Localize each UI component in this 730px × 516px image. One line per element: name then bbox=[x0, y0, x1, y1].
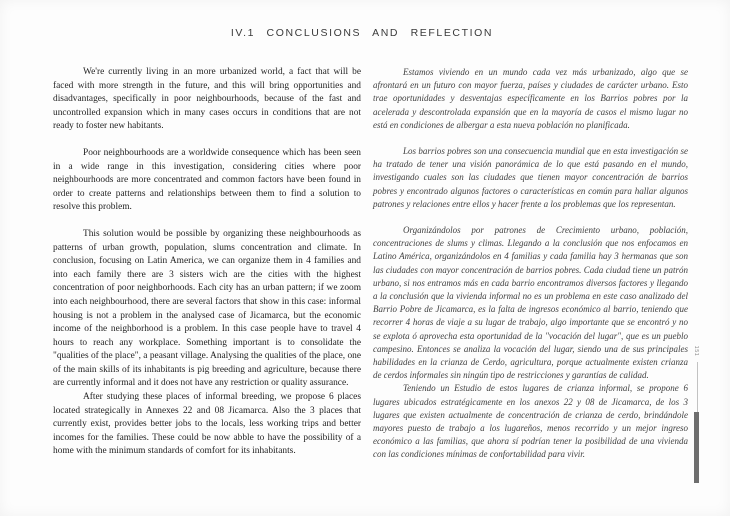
left-column-english bbox=[53, 66, 361, 459]
page-title: IV.1 CONCLUSIONS AND REFLECTION bbox=[230, 27, 494, 39]
paragraph-es-4: Teniendo un Estudio de estos lugares de crianza informal, se propone 6 lugares ubicados estratégicamente en los anexos 22 y 08 de Jicamarca, de los 3 lugares que existen actualmente de concentración de crianza de cerdo, brindándole mayores puesto de trabajo a los lugareños, menos recorrido y un mejor ingreso económico a las familias, que ahora sí podrían tener la posibilidad de una vivienda con las condiciones mínimas de confortabilidad para vivir. bbox=[373, 383, 688, 460]
chapter-marker-bar bbox=[694, 412, 699, 483]
paragraph-en-1: We're currently living in an more urbanized world, a fact that will be faced with more strength in the future, and this will bring opportunities and disadvantages, specifically in poor neighbourhoods, because of the fast and uncontrolled expansion which in many cases occurs in conditions that are not ready to foster new habitants. bbox=[53, 67, 361, 132]
paragraph-en-3: This solution would be possible by organizing these neighbourhoods as patterns of urban growth, population, slums concentration and climate. In conclusion, focusing on Latin America, we can organize them in 4 families and into each family there are 3 sisters wich are the cities with the highest concentration of poor neighborhoods. Each city has an urban pattern; if we zoom into each neighbourhood, there are several factors that show in this case: informal housing is not a problem in the analysed case of Jicamarca, but the economic income of the neighborhood is a problem. In this case people have to travel 4 hours to reach any workplace. Something important is to consolidate the "qualities of the place", a peasant village. Analysing the qualities of the place, one of the main skills of its inhabitants is pig breeding and agriculture, because there are currently informal and it does not have any restriction or quality assurance. bbox=[53, 228, 361, 389]
edge-rule bbox=[697, 362, 698, 412]
paragraph-es-3: Organizándolos por patrones de Crecimiento urbano, población, concentraciones de slums y climas. Llegando a la conclusión que nos enfocamos en Latino América, organizándolos en 4 familias y cada familia hay 3 hermanas que son las ciudades con mayor concentración de barrios pobres. Cada ciudad tiene un patrón urbano, si nos entramos más en cada barrio encontramos diversos factores y llegando a la conclusión que la vivienda informal no es un problema en este caso analizado del Barrio Pobre de Jicamarca, es la falta de ingresos económico al barrio, teniendo que recorrer 4 horas de viaje a su lugar de trabajo, algo importante que se encontró y no se explota ó aprovecha esta oportunidad de la "vocación del lugar", que es un pueblo campesino. Entonces se analiza la vocación del lugar, siendo una de sus principales habilidades en la crianza de Cerdo, agricultura, porque actualmente existen crianza de cerdos informales sin ningún tipo de restricciones y garantías de calidad. bbox=[373, 225, 688, 381]
paragraph-es-1: Estamos viviendo en un mundo cada vez más urbanizado, algo que se afrontará en un futuro con mayor fuerza, países y ciudades de carácter urbano. Esto trae oportunidades y desventajas específicamente en los Barrios pobres por la acelerada y descontrolada expansión que en la mayoría de casos el mismo lugar no está en condiciones de albergar a esta nueva población no planificada. bbox=[373, 67, 688, 130]
page-number-rotated: 151 bbox=[693, 345, 699, 357]
right-column-spanish bbox=[373, 66, 688, 462]
paragraph-es-2: Los barrios pobres son una consecuencia mundial que en esta investigación se ha tratado de tener una visión panorámica de lo que está pasando en el mundo, investigando cuales son las ciudades que tienen mayor concentración de barrios pobres y encontrado algunos factores o características en común para hallar algunos patrones y relaciones entre ellos y hacer frente a los problemas que los representan. bbox=[373, 146, 688, 209]
paragraph-en-4: After studying these places of informal breeding, we propose 6 places located strategically in Annexes 22 and 08 Jicamarca. Also the 3 places that currently exist, provides better jobs to the locals, less working trips and better incomes for the families. These could be now abble to have the possibility of a home with the minimum standards of comfort for its inhabitants. bbox=[53, 392, 361, 457]
paragraph-en-2: Poor neighbourhoods are a worldwide consequence which has been seen in a wide range in this investigation, considering cities where poor neighbourhoods are more concentrated and common factors have been found in order to create patterns and relationships between them to find a solution to resolve this problem. bbox=[53, 147, 361, 213]
